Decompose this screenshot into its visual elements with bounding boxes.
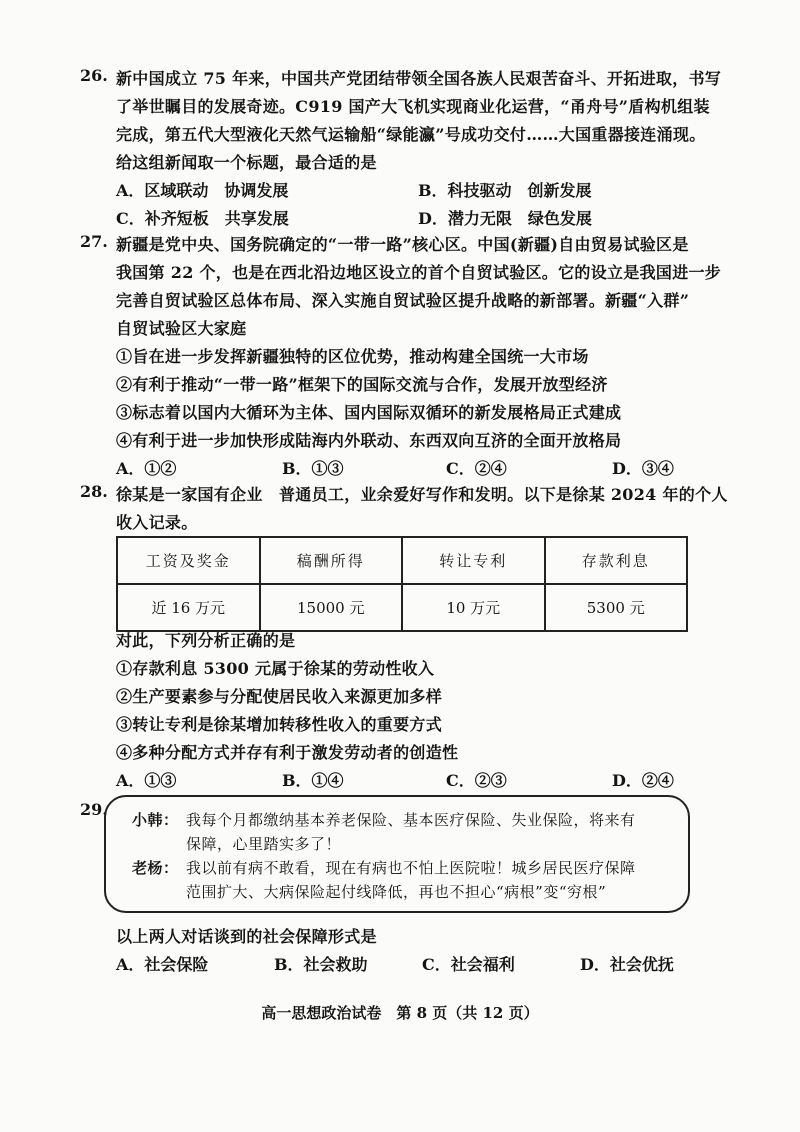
table-header-cell: 工资及奖金 <box>117 537 260 584</box>
option-b[interactable]: B．①④ <box>282 771 344 790</box>
statement: ③转让专利是徐某增加转移性收入的重要方式 <box>116 715 443 734</box>
option-b[interactable]: B．社会救助 <box>274 955 368 974</box>
option-d[interactable]: D．潜力无限 绿色发展 <box>418 209 592 228</box>
option-d[interactable]: D．社会优抚 <box>580 955 674 974</box>
table-cell: 10 万元 <box>402 584 545 631</box>
option-a[interactable]: A．①③ <box>116 771 177 790</box>
option-b[interactable]: B．科技驱动 创新发展 <box>418 181 592 200</box>
dialogue-line: 我以前有病不敢看，现在有病也不怕上医院啦！城乡居民医疗保障 <box>186 859 636 877</box>
question-number: 29. <box>80 800 108 819</box>
option-c[interactable]: C．②④ <box>446 459 507 478</box>
option-a[interactable]: A．①② <box>116 459 177 478</box>
question-prompt: 对此，下列分析正确的是 <box>116 631 296 650</box>
statement: ②生产要素参与分配使居民收入来源更加多样 <box>116 687 443 706</box>
question-text-line: 新疆是党中央、国务院确定的“一带一路”核心区。中国(新疆)自由贸易试验区是 <box>116 235 689 254</box>
option-b[interactable]: B．①③ <box>282 459 344 478</box>
question-text-line: 完成，第五代大型液化天然气运输船“绿能瀛”号成功交付……大国重器接连涌现。 <box>116 125 706 144</box>
table-header-cell: 存款利息 <box>545 537 688 584</box>
statement: ②有利于推动“一带一路”框架下的国际交流与合作，发展开放型经济 <box>116 375 608 394</box>
question-text-line: 徐某是一家国有企业 普通员工，业余爱好写作和发明。以下是徐某 2024 年的个人 <box>116 485 728 504</box>
dialogue-line: 我每个月都缴纳基本养老保险、基本医疗保险、失业保险，将来有 <box>186 811 636 829</box>
option-a[interactable]: A．区域联动 协调发展 <box>116 181 289 200</box>
question-text-line: 新中国成立 75 年来，中国共产党团结带领全国各族人民艰苦奋斗、开拓进取，书写 <box>116 69 722 88</box>
dialogue-box <box>104 795 690 913</box>
statement: ④多种分配方式并存有利于激发劳动者的创造性 <box>116 743 459 762</box>
dialogue-line: 范围扩大、大病保险起付线降低，再也不担心“病根”变“穷根” <box>186 883 607 901</box>
question-number: 27. <box>80 232 108 251</box>
table-header-cell: 转让专利 <box>402 537 545 584</box>
speaker-name: 小韩： <box>132 811 179 829</box>
option-c[interactable]: C．社会福利 <box>422 955 515 974</box>
table-header-row <box>117 537 687 584</box>
question-number: 28. <box>80 482 108 501</box>
statement: ③标志着以国内大循环为主体、国内国际双循环的新发展格局正式建成 <box>116 403 622 422</box>
option-c[interactable]: C．②③ <box>446 771 507 790</box>
speaker-name: 老杨： <box>132 859 179 877</box>
table-cell: 15000 元 <box>260 584 403 631</box>
option-c[interactable]: C．补齐短板 共享发展 <box>116 209 289 228</box>
question-text-line: 给这组新闻取一个标题，最合适的是 <box>116 153 377 172</box>
table-cell: 5300 元 <box>545 584 688 631</box>
question-text-line: 自贸试验区大家庭 <box>116 319 247 338</box>
question-text-line: 完善自贸试验区总体布局、深入实施自贸试验区提升战略的新部署。新疆“入群” <box>116 291 690 310</box>
income-table <box>116 536 688 632</box>
table-row <box>117 584 687 631</box>
option-d[interactable]: D．③④ <box>612 459 674 478</box>
option-a[interactable]: A．社会保险 <box>116 955 209 974</box>
statement: ①旨在进一步发挥新疆独特的区位优势，推动构建全国统一大市场 <box>116 347 589 366</box>
table-header-cell: 稿酬所得 <box>260 537 403 584</box>
table-cell: 近 16 万元 <box>117 584 260 631</box>
question-number: 26. <box>80 66 108 85</box>
question-text-line: 我国第 22 个，也是在西北沿边地区设立的首个自贸试验区。它的设立是我国进一步 <box>116 263 722 282</box>
question-text-line: 收入记录。 <box>116 513 198 532</box>
question-text-line: 了举世瞩目的发展奇迹。C919 国产大飞机实现商业化运营，“甬舟号”盾构机组装 <box>116 97 710 116</box>
statement: ①存款利息 5300 元属于徐某的劳动性收入 <box>116 659 435 678</box>
page-footer: 高一思想政治试卷 第 8 页（共 12 页） <box>261 1004 539 1022</box>
question-prompt: 以上两人对话谈到的社会保障形式是 <box>116 927 377 946</box>
statement: ④有利于进一步加快形成陆海内外联动、东西双向互济的全面开放格局 <box>116 431 622 450</box>
dialogue-line: 保障，心里踏实多了！ <box>186 835 342 853</box>
option-d[interactable]: D．②④ <box>612 771 674 790</box>
